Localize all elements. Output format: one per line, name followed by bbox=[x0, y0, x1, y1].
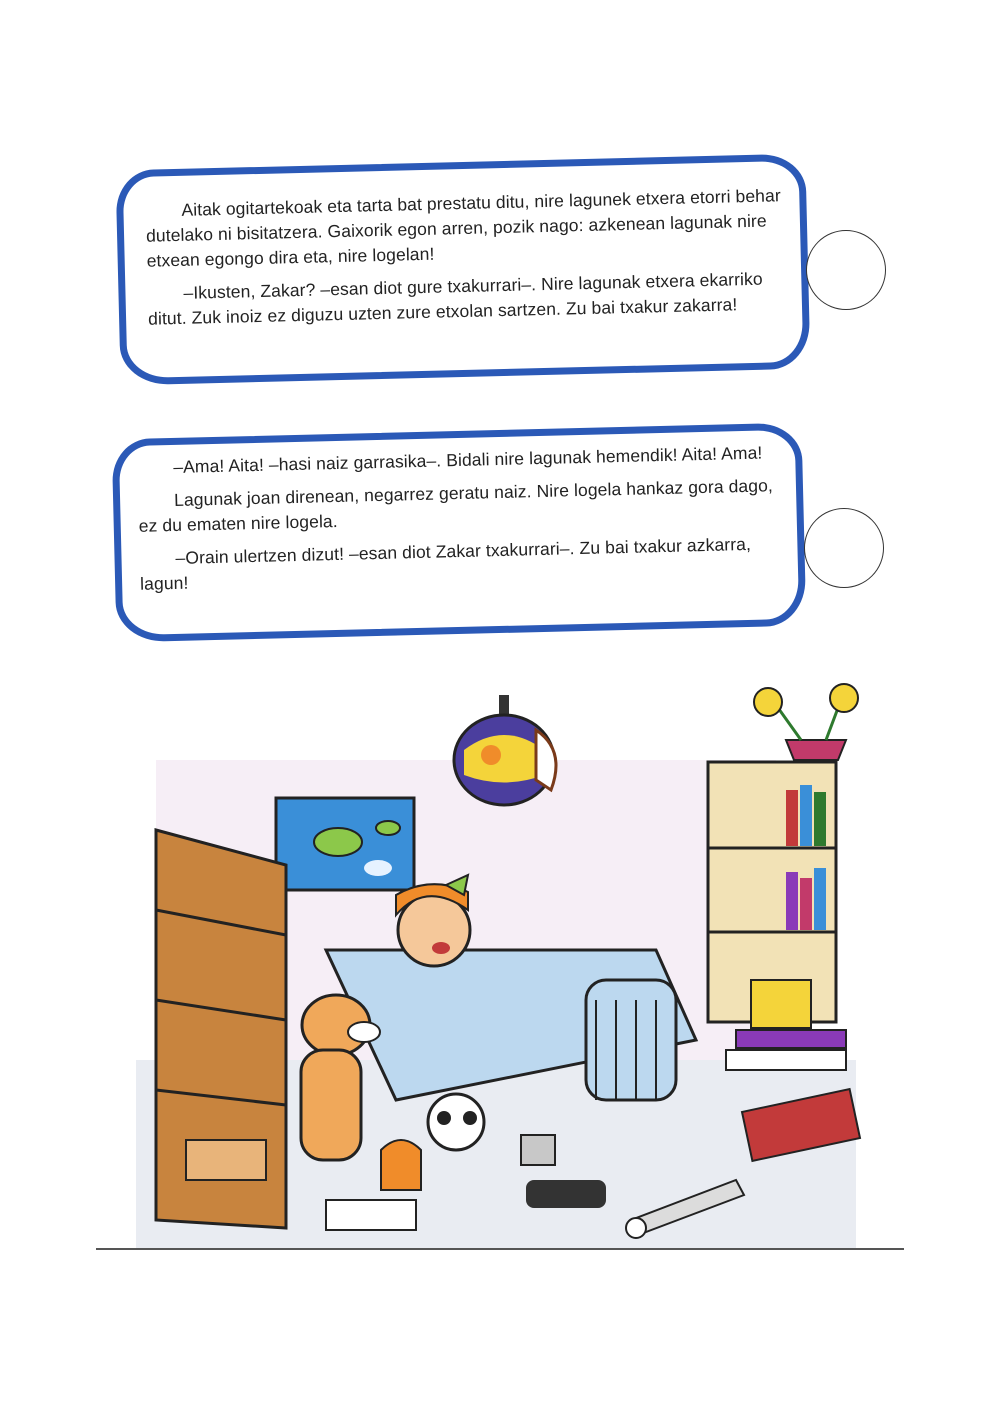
answer-circle-1[interactable] bbox=[806, 230, 886, 310]
flower-vase bbox=[754, 684, 858, 760]
crying-girl bbox=[396, 875, 470, 966]
paragraph: –Ikusten, Zakar? –esan diot gure txakurrari–. Nire lagunak etxera ekarriko ditut. Zuk inoiz ez diguzu uzten zure etxolan sartzen. Zu bai txakur zakarra! bbox=[147, 268, 763, 329]
ceiling-lamp bbox=[454, 695, 556, 805]
divider-line bbox=[96, 1248, 904, 1250]
paragraph: Aitak ogitartekoak eta tarta bat prestatu ditu, nire lagunek etxera etorri behar dutelako ni bisitatzera. Gaixorik egon arren, pozik nago: azkenean lagunak nire etxean egongo dira eta, nire logelan! bbox=[145, 185, 781, 271]
fish-poster bbox=[276, 798, 414, 890]
bedroom-illustration bbox=[96, 680, 906, 1260]
text-bubble-1 bbox=[115, 154, 810, 386]
wooden-shelf-left bbox=[156, 830, 286, 1228]
paragraph: Lagunak joan direnean, negarrez geratu naiz. Nire logela hankaz gora dago, ez du ematen nire logela. bbox=[138, 475, 774, 536]
paragraph: –Ama! Aita! –hasi naiz garrasika–. Bidali nire lagunak hemendik! Aita! Ama! bbox=[173, 442, 763, 477]
paragraph: –Orain ulertzen dizut! –esan diot Zakar txakurrari–. Zu bai txakur azkarra, lagun! bbox=[139, 533, 752, 594]
text-bubble-2 bbox=[112, 423, 807, 643]
answer-circle-2[interactable] bbox=[804, 508, 884, 588]
